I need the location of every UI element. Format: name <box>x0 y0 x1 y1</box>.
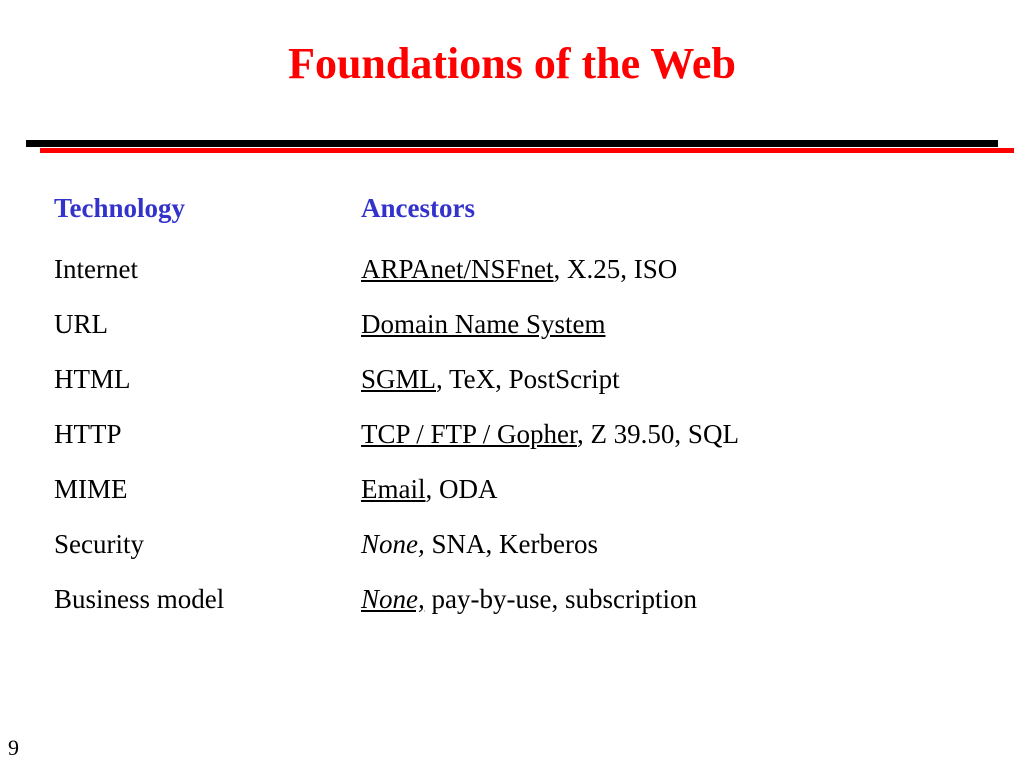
slide-title: Foundations of the Web <box>288 39 736 88</box>
technology-cell: HTML <box>54 364 131 394</box>
ancestors-cell <box>361 366 984 393</box>
ancestor-rest: , Z 39.50, SQL <box>576 419 739 449</box>
ancestor-none: None, <box>361 529 425 559</box>
ancestors-cell <box>361 311 984 338</box>
technology-ancestors-table <box>54 188 984 627</box>
ancestor-none-link[interactable]: None, <box>361 584 425 614</box>
technology-cell: URL <box>54 309 108 339</box>
ancestor-rest: , X.25, ISO <box>553 254 678 284</box>
ancestors-cell <box>361 531 984 558</box>
table-row-mime <box>54 462 984 517</box>
table-row-html <box>54 352 984 407</box>
ancestors-cell <box>361 421 984 448</box>
ancestors-cell <box>361 586 984 613</box>
table-header-row <box>54 188 984 228</box>
page-number: 9 <box>8 735 19 760</box>
table-row-security <box>54 517 984 572</box>
technology-cell: Internet <box>54 254 138 284</box>
technology-cell: MIME <box>54 474 128 504</box>
ancestor-link[interactable]: Email <box>361 474 426 504</box>
header-ancestors: Ancestors <box>361 192 475 223</box>
table-row-business-model <box>54 572 984 627</box>
technology-cell: Security <box>54 529 144 559</box>
ancestor-rest: , ODA <box>425 474 498 504</box>
technology-cell: Business model <box>54 584 225 614</box>
ancestors-cell <box>361 256 984 283</box>
ancestor-rest: SNA, Kerberos <box>424 529 598 559</box>
ancestor-link[interactable]: ARPAnet/NSFnet <box>361 254 554 284</box>
table-row-url <box>54 297 984 352</box>
title-divider-red <box>40 148 1014 153</box>
table-row-http <box>54 407 984 462</box>
ancestor-rest: , TeX, PostScript <box>436 364 620 394</box>
ancestor-link[interactable]: SGML <box>361 364 437 394</box>
table-row-internet <box>54 242 984 297</box>
ancestors-cell <box>361 476 984 503</box>
ancestor-rest: pay-by-use, subscription <box>424 584 697 614</box>
title-divider-black <box>26 140 998 147</box>
ancestor-link[interactable]: Domain Name System <box>361 309 606 339</box>
ancestor-link[interactable]: TCP / FTP / Gopher <box>361 419 577 449</box>
technology-cell: HTTP <box>54 419 122 449</box>
header-technology: Technology <box>54 192 186 223</box>
